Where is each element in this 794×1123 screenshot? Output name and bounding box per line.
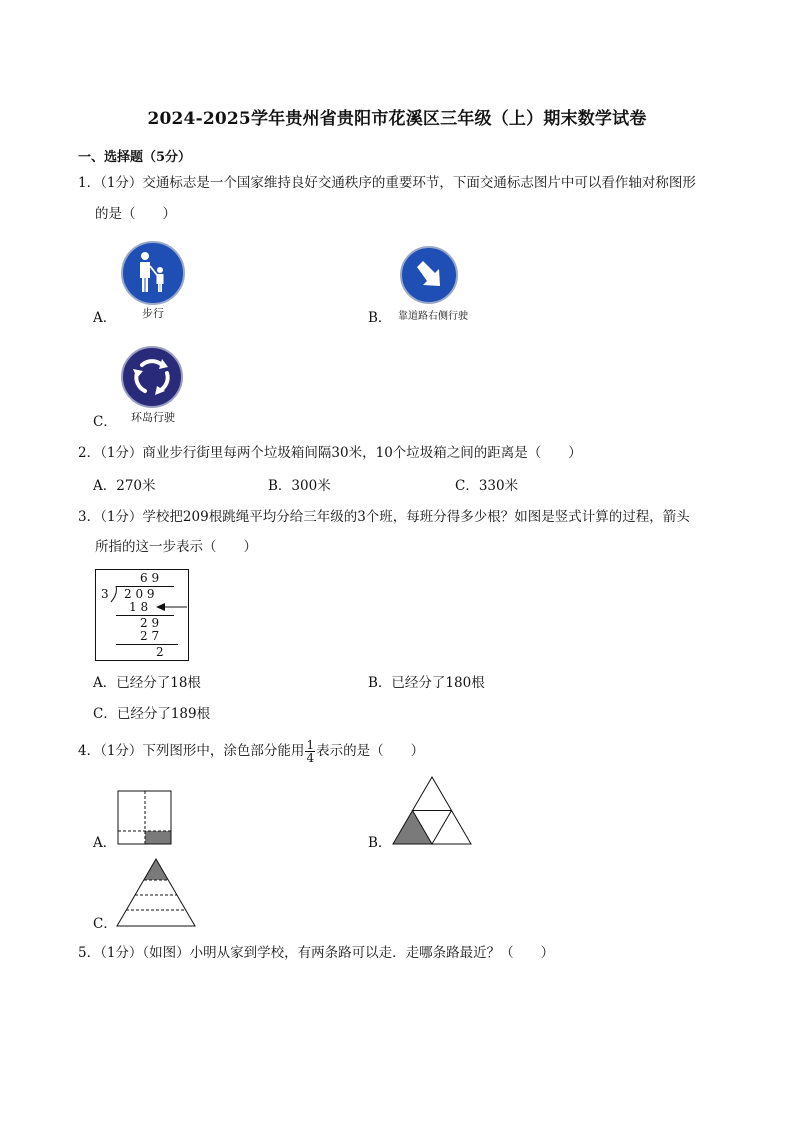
division-step-29: 2 9 — [140, 616, 160, 630]
q1-text-line2: 的是（ ） — [95, 206, 176, 222]
page-title: 2024-2025学年贵州省贵阳市花溪区三年级（上）期末数学试卷 — [147, 109, 647, 129]
q4-option-a-label[interactable]: A． — [93, 835, 117, 851]
q2-option-a[interactable]: A．270米 — [93, 478, 156, 494]
fraction-one-quarter — [305, 739, 315, 764]
q4-text — [78, 738, 424, 764]
q1-option-a-label[interactable]: A． — [93, 310, 117, 326]
q4-option-b-label[interactable]: B． — [368, 835, 392, 851]
fraction-numerator: 1 — [306, 738, 315, 752]
q3-option-a[interactable]: A．已经分了18根 — [93, 675, 201, 691]
q2-option-c[interactable]: C．330米 — [455, 478, 519, 494]
keep-right-sign-icon — [399, 245, 459, 305]
q1-option-c-caption: 环岛行驶 — [131, 411, 175, 424]
fraction-denominator: 4 — [306, 751, 315, 765]
q4-text-before: 4．（1分）下列图形中，涂色部分能用 — [78, 743, 305, 759]
division-line-2 — [116, 644, 178, 645]
section-heading: 一、选择题（5分） — [78, 150, 192, 165]
pedestrian-sign-icon — [120, 240, 186, 306]
square-quarter-figure — [117, 790, 173, 846]
division-quotient: 6 9 — [140, 571, 160, 585]
q1-option-b-caption: 靠道路右侧行驶 — [398, 311, 468, 322]
q3-option-c[interactable]: C．已经分了189根 — [93, 706, 211, 722]
q3-text-line2: 所指的这一步表示（ ） — [95, 539, 257, 555]
q5-text: 5．（1分）（如图）小明从家到学校，有两条路可以走．走哪条路最近？（ ） — [78, 945, 555, 961]
q1-option-b-label[interactable]: B． — [368, 310, 392, 326]
arrow-left-icon — [156, 601, 188, 613]
q4-text-after: 表示的是（ ） — [316, 743, 425, 759]
q3-text-line1: 3．（1分）学校把209根跳绳平均分给三年级的3个班，每班分得多少根？如图是竖式计算的过程，箭头 — [78, 509, 690, 525]
q4-option-c-label[interactable]: C． — [93, 916, 117, 932]
triangle-quarter-figure — [391, 775, 475, 847]
q1-text-line1: 1．（1分）交通标志是一个国家维持良好交通秩序的重要环节，下面交通标志图片中可以看作轴对称图形 — [78, 175, 696, 191]
q1-option-c-label[interactable]: C． — [93, 414, 117, 430]
division-step-18: 1 8 — [129, 600, 149, 614]
division-remainder: 2 — [156, 645, 164, 659]
division-dividend: 2 0 9 — [124, 587, 155, 601]
division-bracket — [109, 585, 117, 603]
q1-option-a-caption: 步行 — [142, 307, 164, 320]
q2-option-b[interactable]: B．300米 — [268, 478, 331, 494]
roundabout-sign-icon — [120, 345, 184, 409]
long-division-figure — [95, 569, 189, 661]
division-step-27: 2 7 — [140, 629, 160, 643]
trapezoid-layers-figure — [116, 857, 198, 929]
q3-option-b[interactable]: B．已经分了180根 — [368, 675, 485, 691]
division-divisor: 3 — [101, 587, 109, 601]
q2-text: 2．（1分）商业步行街里每两个垃圾箱间隔30米，10个垃圾箱之间的距离是（ ） — [78, 445, 582, 461]
